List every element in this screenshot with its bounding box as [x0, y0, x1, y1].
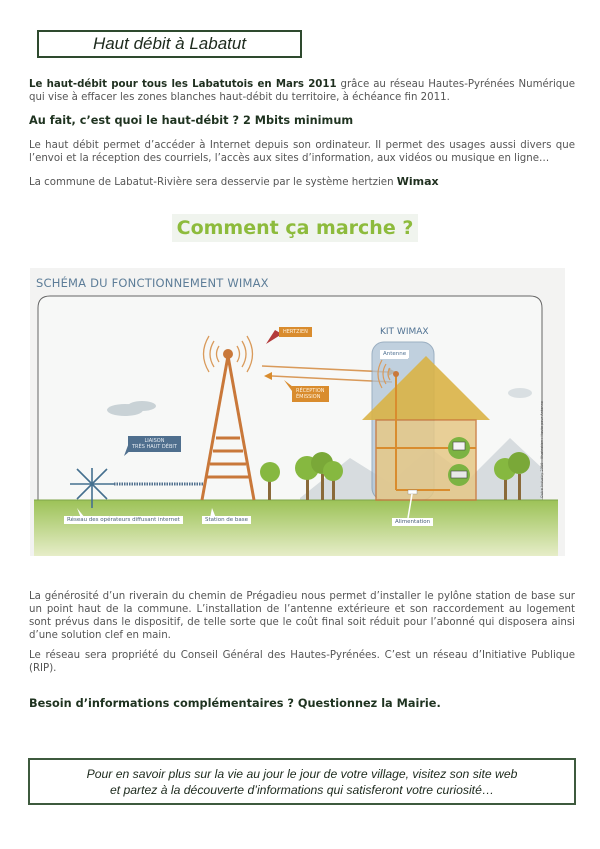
paragraph-pylone: La générosité d’un riverain du chemin de Prégadieu nous permet d’installer le pylône station de base sur un point haut de la commune. L’installation de l’antenne extérieure et son raccordement au logement sont prévus dans le dispositif, de telle sorte que le coût final soit réduit pour l’abonné qui disposera ainsi d’une solution clef en main.: [29, 591, 575, 641]
page-title: Haut débit à Labatut: [92, 34, 247, 53]
footer-line-1: Pour en savoir plus sur la vie au jour le jour de votre village, visitez son site web: [86, 766, 518, 781]
antenne-label: Antenne: [380, 350, 409, 358]
diagram-title: SCHÉMA DU FONCTIONNEMENT WIMAX: [36, 276, 269, 290]
heading-contact-mairie: Besoin d’informations complémentaires ? Questionnez la Mairie.: [29, 697, 441, 710]
wimax-text: La commune de Labatut-Rivière sera desservie par le système hertzien: [29, 177, 397, 188]
tag-liaison-2: TRÈS HAUT DÉBIT: [132, 444, 177, 450]
tag-liaison: [128, 436, 181, 452]
tag-emission: ÉMISSION: [296, 394, 321, 400]
intro-paragraph: [29, 78, 575, 104]
intro-text: grâce au réseau Hautes-Pyrénées Numérique qui vise à effacer les zones blanches haut-débit du territoire, à échéance fin 2011.: [29, 79, 575, 103]
title-box: [37, 30, 302, 58]
diagram-illustration: [30, 268, 565, 556]
station-label: Station de base: [202, 516, 251, 524]
heading-what-is: Au fait, c’est quoi le haut-débit ? 2 Mbits minimum: [29, 114, 354, 127]
tag-hertzien: HERTZIEN: [279, 327, 312, 337]
wimax-diagram: [30, 268, 565, 556]
tag-reception: RÉCEPTION: [296, 388, 325, 394]
wimax-bold: Wimax: [396, 175, 439, 188]
alimentation-label: Alimentation: [392, 518, 433, 526]
tag-reception-emission: [292, 386, 329, 402]
paragraph-reseau: Le réseau sera propriété du Conseil Général des Hautes-Pyrénées. C’est un réseau d’Initiative Publique (RIP).: [29, 650, 575, 674]
footer-box: [28, 758, 576, 805]
kit-wimax-label: KIT WIMAX: [380, 327, 429, 337]
paragraph-definition: Le haut débit permet d’accéder à Internet depuis son ordinateur. Il permet des usages aussi divers que l’envoi et la réception des courriels, l’accès aux sites d’information, aux vidéos ou musique en ligne…: [29, 140, 575, 164]
section-title: Comment ça marche ?: [172, 214, 418, 242]
reseau-label: Réseau des opérateurs diffusant internet: [64, 516, 183, 524]
footer-line-2: et partez à la découverte d’informations qui satisferont votre curiosité…: [109, 782, 495, 797]
diagram-credit: Outre Industry 2010 – Illustration : Haute pour Antenne: [540, 401, 544, 498]
tag-liaison-1: LIAISON: [144, 438, 165, 444]
intro-bold: Le haut-débit pour tous les Labatutois en Mars 2011: [29, 79, 337, 90]
paragraph-wimax: [29, 175, 575, 189]
